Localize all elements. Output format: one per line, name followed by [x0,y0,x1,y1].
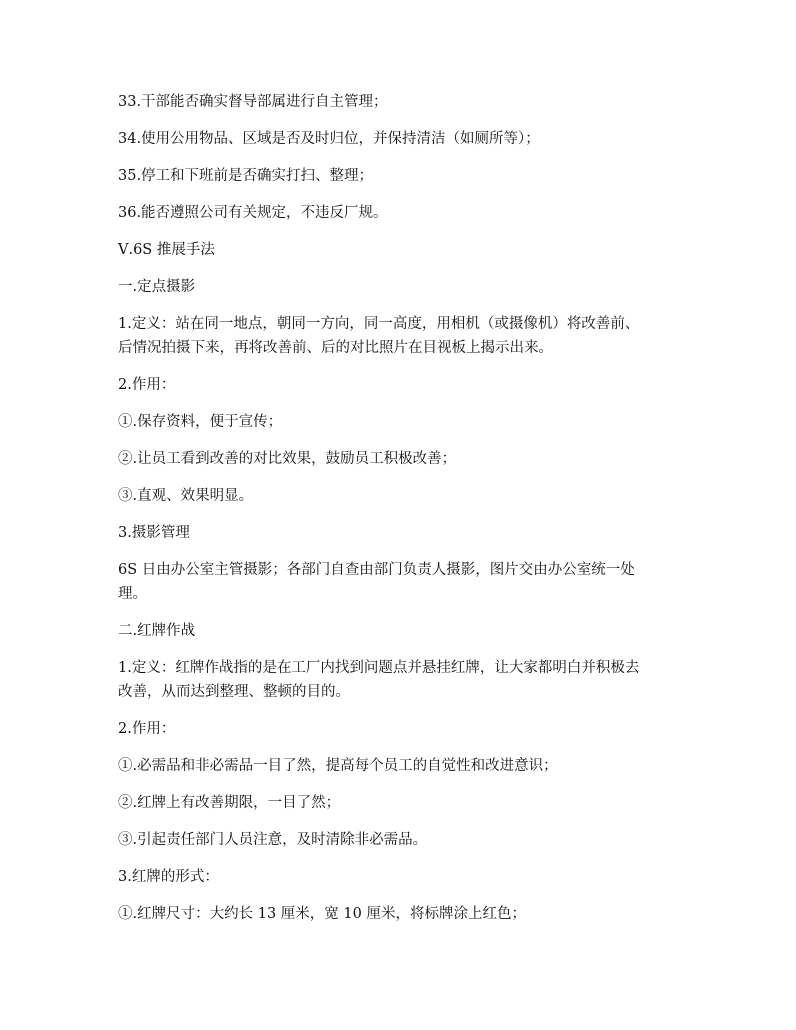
subsection-heading-red-tag [118,619,683,643]
text-line: ③.直观、效果明显。 [118,488,254,504]
paragraph-function-heading-2 [118,717,683,741]
text-line: 33.干部能否确实督导部属进行自主管理； [118,94,388,110]
subsection-heading-fixed-point-photo [118,275,683,299]
text-line: 35.停工和下班前是否确实打扫、整理； [118,168,374,184]
text-line: 3.摄影管理 [118,525,190,541]
heading-text: 一.定点摄影 [118,279,196,295]
paragraph-function-1 [118,410,683,434]
text-line: 后情况拍摄下来，再将改善前、后的对比照片在目视板上揭示出来。 [118,340,553,356]
text-line: ①.保存资料，便于宣传； [118,414,283,430]
heading-text: 二.红牌作战 [118,623,196,639]
paragraph-red-tag-function-2 [118,791,683,815]
text-line: 6S 日由办公室主管摄影；各部门自查由部门负责人摄影，图片交由办公室统一处 [118,562,635,578]
paragraph-function-heading [118,373,683,397]
text-line: 34.使用公用物品、区域是否及时归位，并保持清洁（如厕所等）； [118,131,540,147]
paragraph-definition-photo [118,312,683,360]
paragraph-function-2 [118,447,683,471]
paragraph-photo-management [118,558,683,606]
text-line: 2.作用： [118,377,176,393]
paragraph-red-tag-function-1 [118,754,683,778]
text-line: 1.定义：站在同一地点，朝同一方向，同一高度，用相机（或摄像机）将改善前、 [118,316,640,332]
heading-text: Ⅴ.6S 推展手法 [118,242,215,258]
paragraph-red-tag-function-3 [118,828,683,852]
text-line: ③.引起责任部门人员注意，及时清除非必需品。 [118,832,428,848]
paragraph-item-33 [118,90,683,114]
text-line: 2.作用： [118,721,176,737]
text-line: 36.能否遵照公司有关规定，不违反厂规。 [118,205,388,221]
text-line: ②.让员工看到改善的对比效果，鼓励员工积极改善； [118,451,457,467]
text-line: 改善，从而达到整理、整顿的目的。 [118,684,350,700]
paragraph-item-34 [118,127,683,151]
document-body [118,90,683,939]
section-heading-6s-methods [118,238,683,262]
paragraph-item-35 [118,164,683,188]
paragraph-red-tag-form-heading [118,865,683,889]
text-line: 1.定义：红牌作战指的是在工厂内找到问题点并悬挂红牌，让大家都明白并积极去 [118,660,640,676]
text-line: ①.红牌尺寸：大约长 13 厘米，宽 10 厘米，将标牌涂上红色； [118,906,526,922]
text-line: 3.红牌的形式： [118,869,219,885]
text-line: ②.红牌上有改善期限，一目了然； [118,795,341,811]
paragraph-red-tag-size [118,902,683,926]
paragraph-photo-management-heading [118,521,683,545]
paragraph-function-3 [118,484,683,508]
paragraph-item-36 [118,201,683,225]
text-line: ①.必需品和非必需品一目了然，提高每个员工的自觉性和改进意识； [118,758,558,774]
text-line: 理。 [118,586,147,602]
paragraph-definition-red-tag [118,656,683,704]
